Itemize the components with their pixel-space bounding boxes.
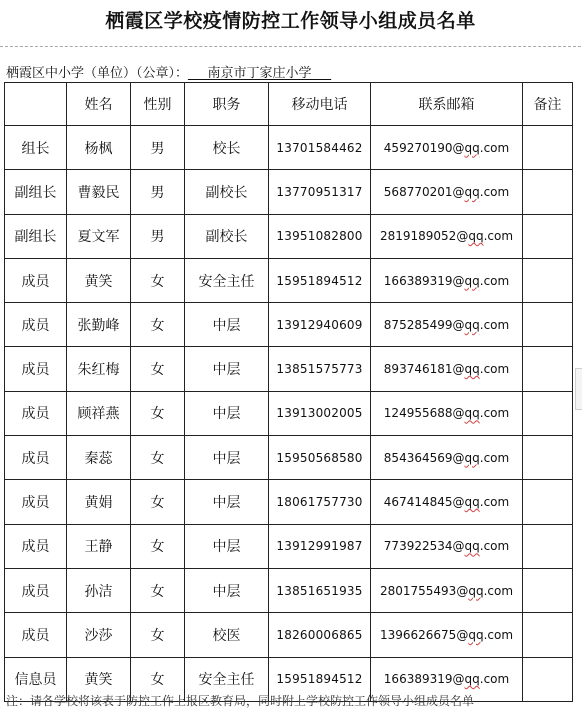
cell-role: 组长: [5, 126, 67, 170]
cell-note: [523, 126, 573, 170]
header-cell-email: 联系邮箱: [371, 83, 523, 126]
cell-role: 副组长: [5, 214, 67, 258]
cell-phone: 15950568580: [269, 436, 371, 480]
cell-note: [523, 524, 573, 568]
cell-gender: 女: [131, 524, 185, 568]
cell-note: [523, 258, 573, 302]
header-cell-phone: 移动电话: [269, 83, 371, 126]
cell-note: [523, 480, 573, 524]
cell-phone: 13851575773: [269, 347, 371, 391]
header-cell-gender: 性别: [131, 83, 185, 126]
cell-phone: 13770951317: [269, 170, 371, 214]
document-title: 栖霞区学校疫情防控工作领导小组成员名单: [105, 10, 476, 32]
email-domain: qq: [468, 627, 484, 642]
org-line: [6, 62, 331, 81]
cell-role: 成员: [5, 303, 67, 347]
cell-phone: 13851651935: [269, 568, 371, 612]
cell-name: 曹毅民: [67, 170, 131, 214]
table-row: [5, 126, 573, 170]
cell-gender: 女: [131, 391, 185, 435]
email-tld: .com: [479, 406, 510, 421]
cell-phone: 13701584462: [269, 126, 371, 170]
cell-name: 黄娟: [67, 480, 131, 524]
cell-role: 成员: [5, 436, 67, 480]
cell-email: [371, 126, 523, 170]
cell-phone: 15951894512: [269, 258, 371, 302]
cell-email: [371, 170, 523, 214]
cell-note: [523, 568, 573, 612]
cell-email: [371, 391, 523, 435]
cell-gender: 女: [131, 303, 185, 347]
cell-position: 校长: [185, 126, 269, 170]
email-user: 459270190@: [383, 140, 465, 155]
email-user: 166389319@: [383, 672, 465, 687]
cell-phone: 15951894512: [269, 657, 371, 701]
cell-role: 成员: [5, 480, 67, 524]
cell-role: 成员: [5, 613, 67, 657]
table-row: [5, 258, 573, 302]
cell-role: 成员: [5, 568, 67, 612]
cell-gender: 女: [131, 258, 185, 302]
table-row: [5, 568, 573, 612]
email-user: 854364569@: [383, 450, 465, 465]
cell-email: [371, 258, 523, 302]
org-prefix: 栖霞区中小学（单位）（公章）：: [6, 66, 189, 81]
email-user: 773922534@: [383, 539, 465, 554]
scroll-edge-marker[interactable]: [575, 368, 582, 410]
email-user: 1396626675@: [379, 627, 469, 642]
cell-name: 王静: [67, 524, 131, 568]
cell-phone: 13951082800: [269, 214, 371, 258]
cell-note: [523, 613, 573, 657]
cell-gender: 男: [131, 214, 185, 258]
email-tld: .com: [479, 672, 510, 687]
email-tld: .com: [483, 627, 514, 642]
cell-email: [371, 214, 523, 258]
cell-phone: 18260006865: [269, 613, 371, 657]
cell-name: 夏文军: [67, 214, 131, 258]
cell-email: [371, 524, 523, 568]
cell-gender: 女: [131, 613, 185, 657]
email-domain: qq: [464, 317, 480, 332]
footer-note-text: 注：请各学校将该表于防控工作上报区教育局，同时附上学校防控工作领导小组成员名单: [6, 694, 475, 708]
footer-note: [0, 694, 581, 708]
cell-role: 副组长: [5, 170, 67, 214]
table-body: [5, 126, 573, 702]
email-tld: .com: [479, 184, 510, 199]
email-domain: qq: [464, 539, 480, 554]
cell-role: 成员: [5, 391, 67, 435]
email-domain: qq: [464, 495, 480, 510]
table-row: [5, 480, 573, 524]
cell-gender: 女: [131, 347, 185, 391]
cell-name: 秦蕊: [67, 436, 131, 480]
email-domain: qq: [464, 184, 480, 199]
email-domain: qq: [468, 583, 484, 598]
cell-name: 黄笑: [67, 657, 131, 701]
header-cell-role: [5, 83, 67, 126]
cell-position: 副校长: [185, 170, 269, 214]
email-tld: .com: [479, 273, 510, 288]
email-domain: qq: [464, 450, 480, 465]
page-divider: [0, 46, 581, 47]
email-user: 467414845@: [383, 495, 465, 510]
cell-gender: 女: [131, 436, 185, 480]
cell-position: 校医: [185, 613, 269, 657]
header-cell-name: 姓名: [67, 83, 131, 126]
cell-note: [523, 391, 573, 435]
email-domain: qq: [464, 273, 480, 288]
org-name: ___南京市丁家庄小学___: [188, 66, 332, 81]
cell-name: 张勤峰: [67, 303, 131, 347]
table-row: [5, 613, 573, 657]
cell-gender: 男: [131, 170, 185, 214]
cell-phone: 13912991987: [269, 524, 371, 568]
cell-phone: 18061757730: [269, 480, 371, 524]
table-row: [5, 170, 573, 214]
table-row: [5, 391, 573, 435]
cell-position: 中层: [185, 347, 269, 391]
email-user: 166389319@: [383, 273, 465, 288]
email-domain: qq: [468, 229, 484, 244]
cell-name: 杨枫: [67, 126, 131, 170]
email-user: 893746181@: [383, 362, 465, 377]
email-domain: qq: [464, 406, 480, 421]
cell-name: 沙莎: [67, 613, 131, 657]
cell-note: [523, 214, 573, 258]
cell-gender: 男: [131, 126, 185, 170]
email-tld: .com: [479, 362, 510, 377]
cell-position: 副校长: [185, 214, 269, 258]
table-row: [5, 303, 573, 347]
email-tld: .com: [479, 140, 510, 155]
cell-position: 安全主任: [185, 258, 269, 302]
cell-email: [371, 347, 523, 391]
header-cell-position: 职务: [185, 83, 269, 126]
cell-position: 安全主任: [185, 657, 269, 701]
cell-email: [371, 568, 523, 612]
email-tld: .com: [483, 229, 514, 244]
email-user: 875285499@: [383, 317, 465, 332]
email-domain: qq: [464, 140, 480, 155]
cell-role: 成员: [5, 258, 67, 302]
cell-phone: 13912940609: [269, 303, 371, 347]
table-row: [5, 214, 573, 258]
cell-gender: 女: [131, 657, 185, 701]
email-domain: qq: [464, 362, 480, 377]
table-row: [5, 347, 573, 391]
cell-gender: 女: [131, 568, 185, 612]
cell-position: 中层: [185, 436, 269, 480]
cell-role: 信息员: [5, 657, 67, 701]
cell-position: 中层: [185, 480, 269, 524]
cell-position: 中层: [185, 568, 269, 612]
cell-role: 成员: [5, 524, 67, 568]
cell-name: 黄笑: [67, 258, 131, 302]
cell-gender: 女: [131, 480, 185, 524]
email-tld: .com: [479, 450, 510, 465]
email-domain: qq: [464, 672, 480, 687]
table-row: [5, 524, 573, 568]
email-tld: .com: [479, 495, 510, 510]
cell-email: [371, 613, 523, 657]
cell-email: [371, 480, 523, 524]
cell-note: [523, 303, 573, 347]
email-user: 2819189052@: [379, 229, 469, 244]
email-tld: .com: [479, 539, 510, 554]
email-tld: .com: [483, 583, 514, 598]
cell-note: [523, 436, 573, 480]
cell-name: 顾祥燕: [67, 391, 131, 435]
cell-note: [523, 170, 573, 214]
email-user: 568770201@: [383, 184, 465, 199]
email-user: 124955688@: [383, 406, 465, 421]
header-row: [5, 83, 573, 126]
header-cell-note: 备注: [523, 83, 573, 126]
member-table: [4, 82, 573, 702]
cell-position: 中层: [185, 391, 269, 435]
cell-note: [523, 347, 573, 391]
cell-email: [371, 303, 523, 347]
cell-phone: 13913002005: [269, 391, 371, 435]
cell-position: 中层: [185, 303, 269, 347]
email-tld: .com: [479, 317, 510, 332]
cell-position: 中层: [185, 524, 269, 568]
cell-role: 成员: [5, 347, 67, 391]
cell-email: [371, 436, 523, 480]
cell-name: 朱红梅: [67, 347, 131, 391]
cell-name: 孙洁: [67, 568, 131, 612]
table-row: [5, 436, 573, 480]
email-user: 2801755493@: [379, 583, 469, 598]
